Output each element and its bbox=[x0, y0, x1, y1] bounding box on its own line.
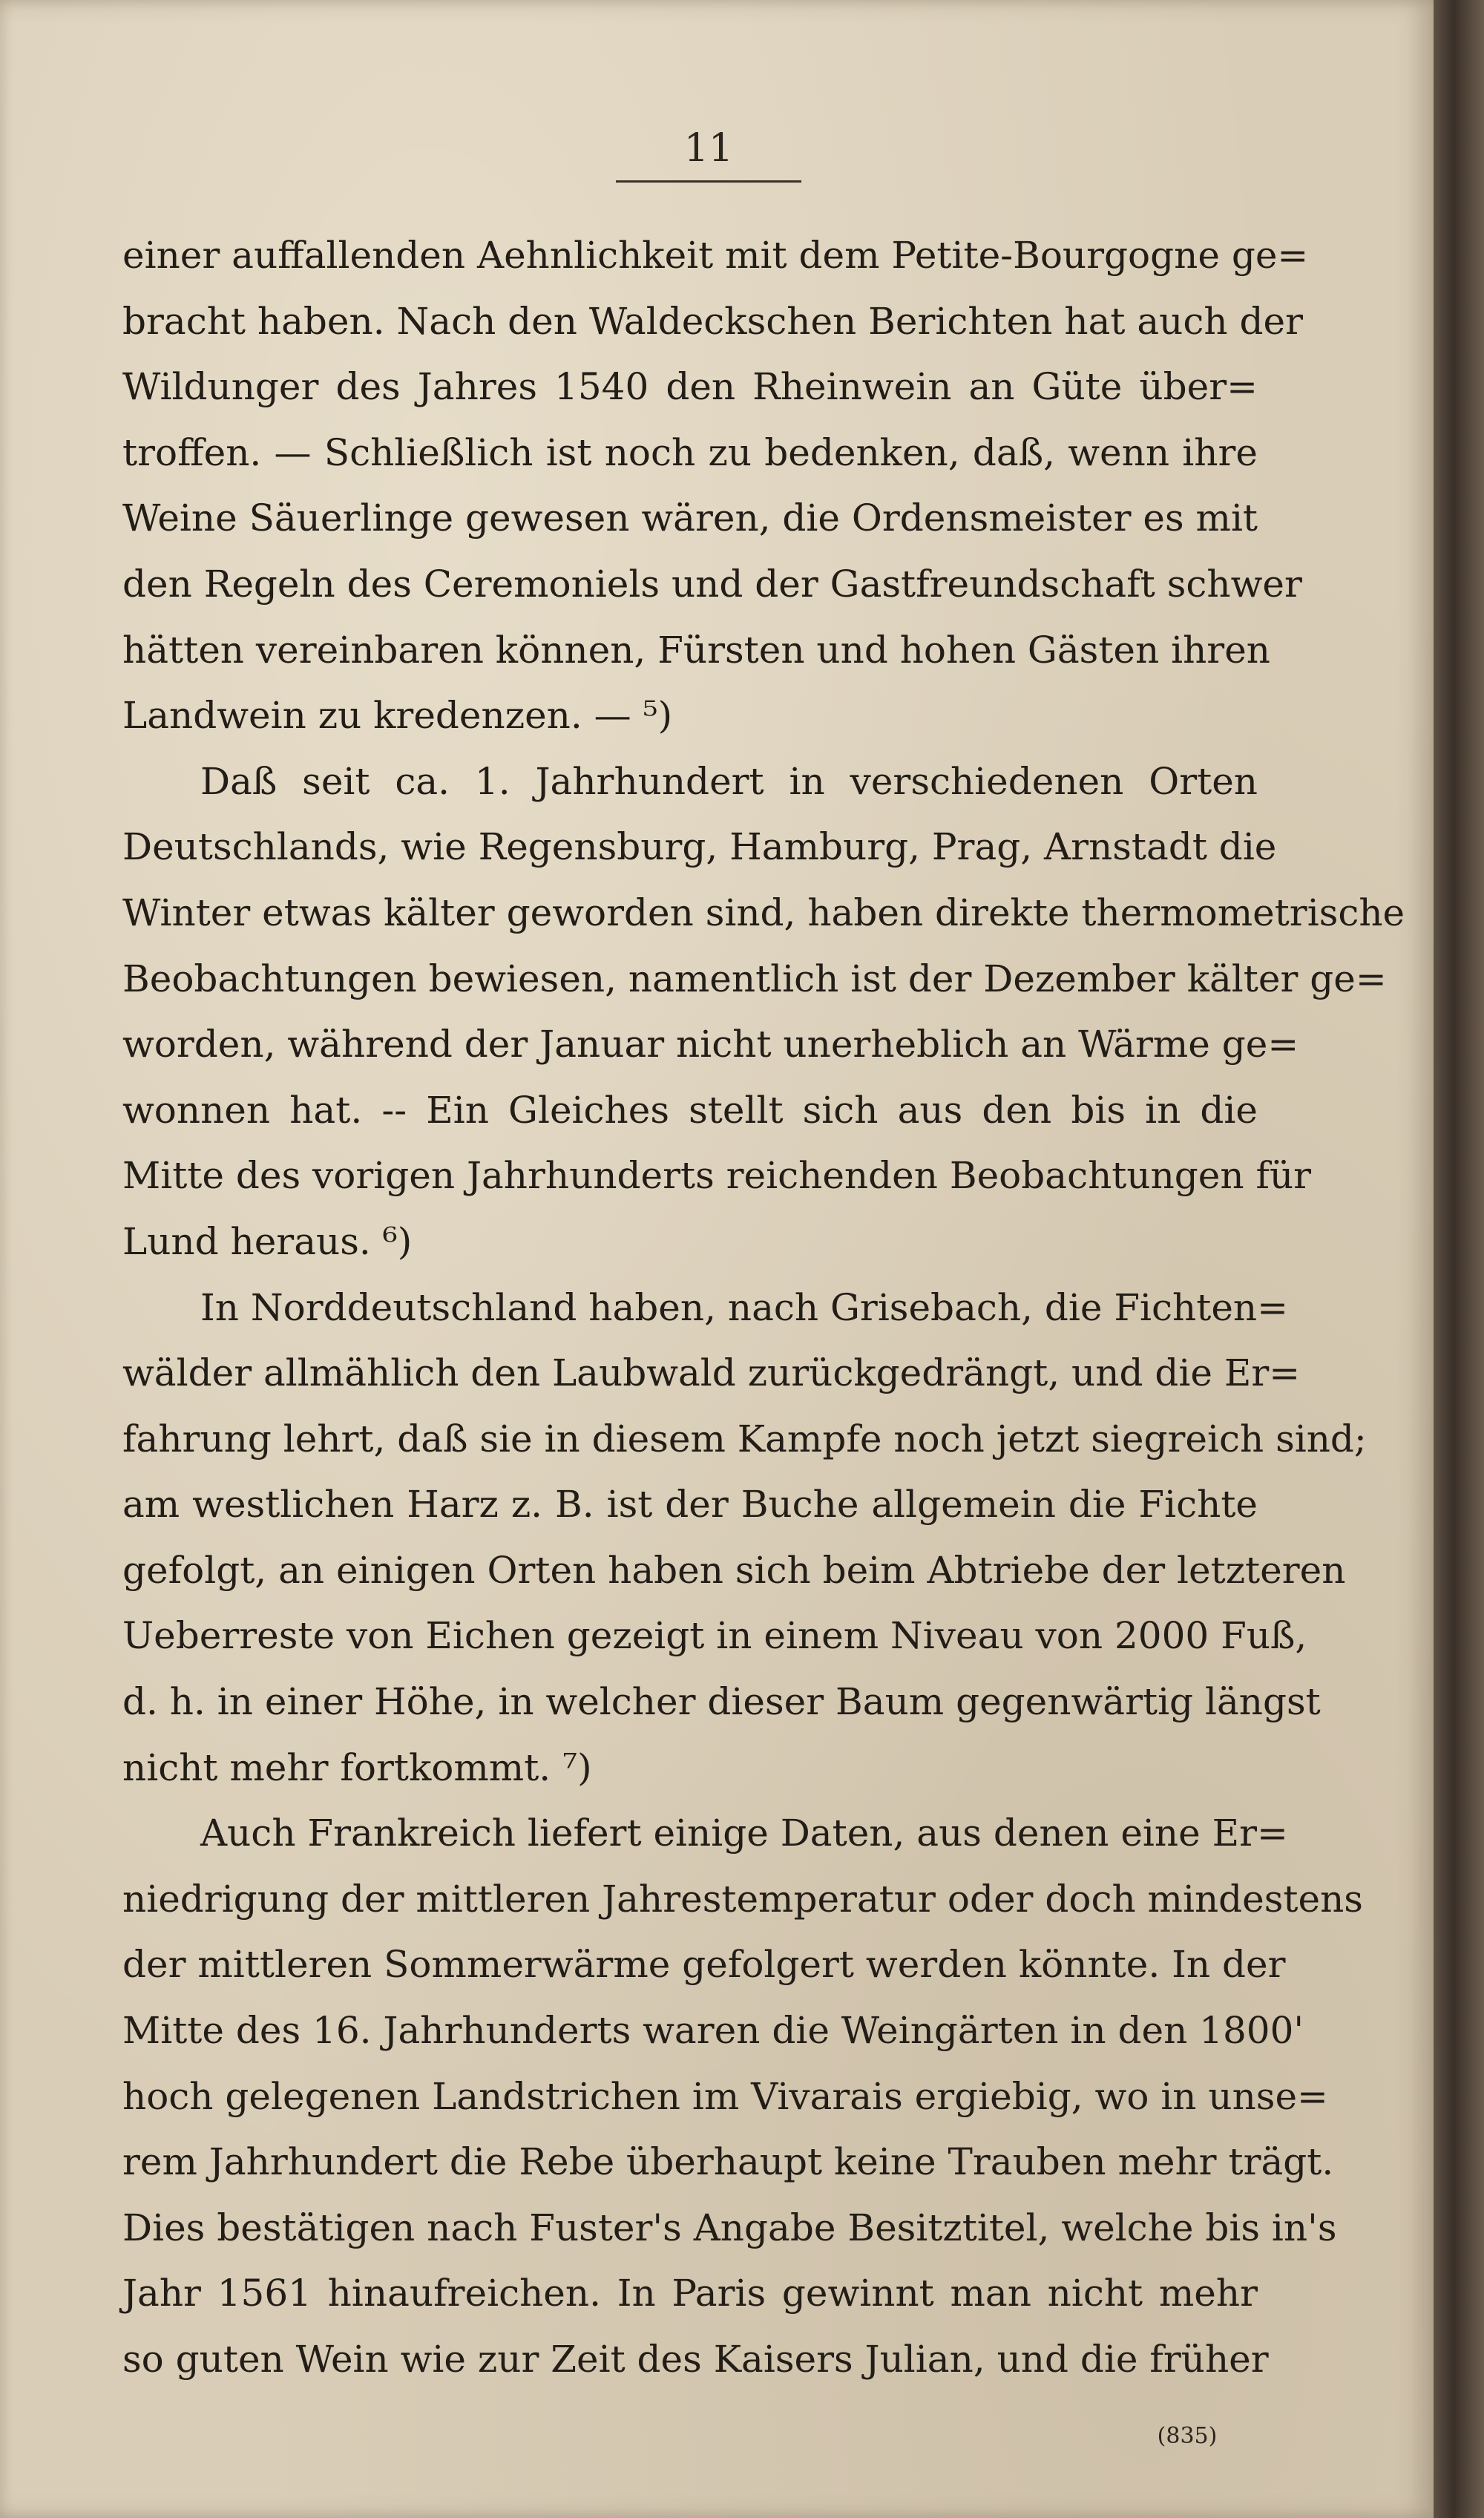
text-line: Wildunger des Jahres 1540 den Rheinwein an Güte über= bbox=[122, 365, 1258, 409]
text-line: Dies bestätigen nach Fuster's Angabe Besitztitel, welche bis in's bbox=[122, 2206, 1337, 2249]
text-line: Mitte des vorigen Jahrhunderts reichenden Beobachtungen für bbox=[122, 1154, 1312, 1198]
text-line: Landwein zu kredenzen. — ⁵) bbox=[122, 694, 673, 738]
text-line: den Regeln des Ceremoniels und der Gastfreundschaft schwer bbox=[122, 562, 1302, 606]
text-line: nicht mehr fortkommt. ⁷) bbox=[122, 1745, 592, 1789]
text-line: Weine Säuerlinge gewesen wären, die Ordensmeister es mit bbox=[122, 496, 1258, 540]
text-line: Deutschlands, wie Regensburg, Hamburg, Prag, Arnstadt die bbox=[122, 825, 1277, 869]
text-line: Lund heraus. ⁶) bbox=[122, 1219, 413, 1263]
page-edge bbox=[1434, 0, 1484, 2518]
signature-mark: (835) bbox=[1157, 2423, 1218, 2449]
text-line: niedrigung der mittleren Jahrestemperatur oder doch mindestens bbox=[122, 1877, 1363, 1921]
text-line: Auch Frankreich liefert einige Daten, aus denen eine Er= bbox=[200, 1812, 1288, 1855]
text-line: In Norddeutschland haben, nach Grisebach, die Fichten= bbox=[200, 1285, 1289, 1329]
text-line: einer auffallenden Aehnlichkeit mit dem Petite-Bourgogne ge= bbox=[122, 234, 1309, 277]
text-line: wälder allmählich den Laubwald zurückgedrängt, und die Er= bbox=[122, 1351, 1301, 1395]
text-line: wonnen hat. -- Ein Gleiches stellt sich aus den bis in die bbox=[122, 1088, 1258, 1132]
text-line: fahrung lehrt, daß sie in diesem Kampfe noch jetzt siegreich sind; bbox=[122, 1417, 1367, 1460]
text-line: Winter etwas kälter geworden sind, haben direkte thermometrische bbox=[122, 891, 1405, 934]
text-line: Beobachtungen bewiesen, namentlich ist der Dezember kälter ge= bbox=[122, 957, 1387, 1000]
body-text bbox=[122, 223, 1405, 2393]
text-line: Mitte des 16. Jahrhunderts waren die Weingärten in den 1800' bbox=[122, 2009, 1304, 2053]
text-line: d. h. in einer Höhe, in welcher dieser Baum gegenwärtig längst bbox=[122, 1680, 1321, 1724]
text-line: worden, während der Januar nicht unerheblich an Wärme ge= bbox=[122, 1023, 1299, 1066]
text-line: troffen. — Schließlich ist noch zu bedenken, daß, wenn ihre bbox=[122, 430, 1258, 474]
text-line: Ueberreste von Eichen gezeigt in einem Niveau von 2000 Fuß, bbox=[122, 1614, 1307, 1658]
text-line: hätten vereinbaren können, Fürsten und hohen Gästen ihren bbox=[122, 628, 1270, 672]
text-line: hoch gelegenen Landstrichen im Vivarais ergiebig, wo in unse= bbox=[122, 2074, 1328, 2118]
text-line: am westlichen Harz z. B. ist der Buche allgemein die Fichte bbox=[122, 1483, 1258, 1527]
text-line: Jahr 1561 hinaufreichen. In Paris gewinnt man nicht mehr bbox=[122, 2272, 1258, 2315]
text-line: so guten Wein wie zur Zeit des Kaisers Julian, und die früher bbox=[122, 2338, 1269, 2381]
text-line: rem Jahrhundert die Rebe überhaupt keine Trauben mehr trägt. bbox=[122, 2140, 1334, 2184]
text-line: gefolgt, an einigen Orten haben sich beim Abtriebe der letzteren bbox=[122, 1548, 1346, 1592]
text-line: Daß seit ca. 1. Jahrhundert in verschiedenen Orten bbox=[200, 759, 1258, 803]
text-line: der mittleren Sommerwärme gefolgert werden könnte. In der bbox=[122, 1943, 1286, 1987]
header-rule bbox=[616, 180, 801, 183]
page-number: 11 bbox=[683, 126, 734, 171]
text-line: bracht haben. Nach den Waldeckschen Berichten hat auch der bbox=[122, 299, 1303, 343]
